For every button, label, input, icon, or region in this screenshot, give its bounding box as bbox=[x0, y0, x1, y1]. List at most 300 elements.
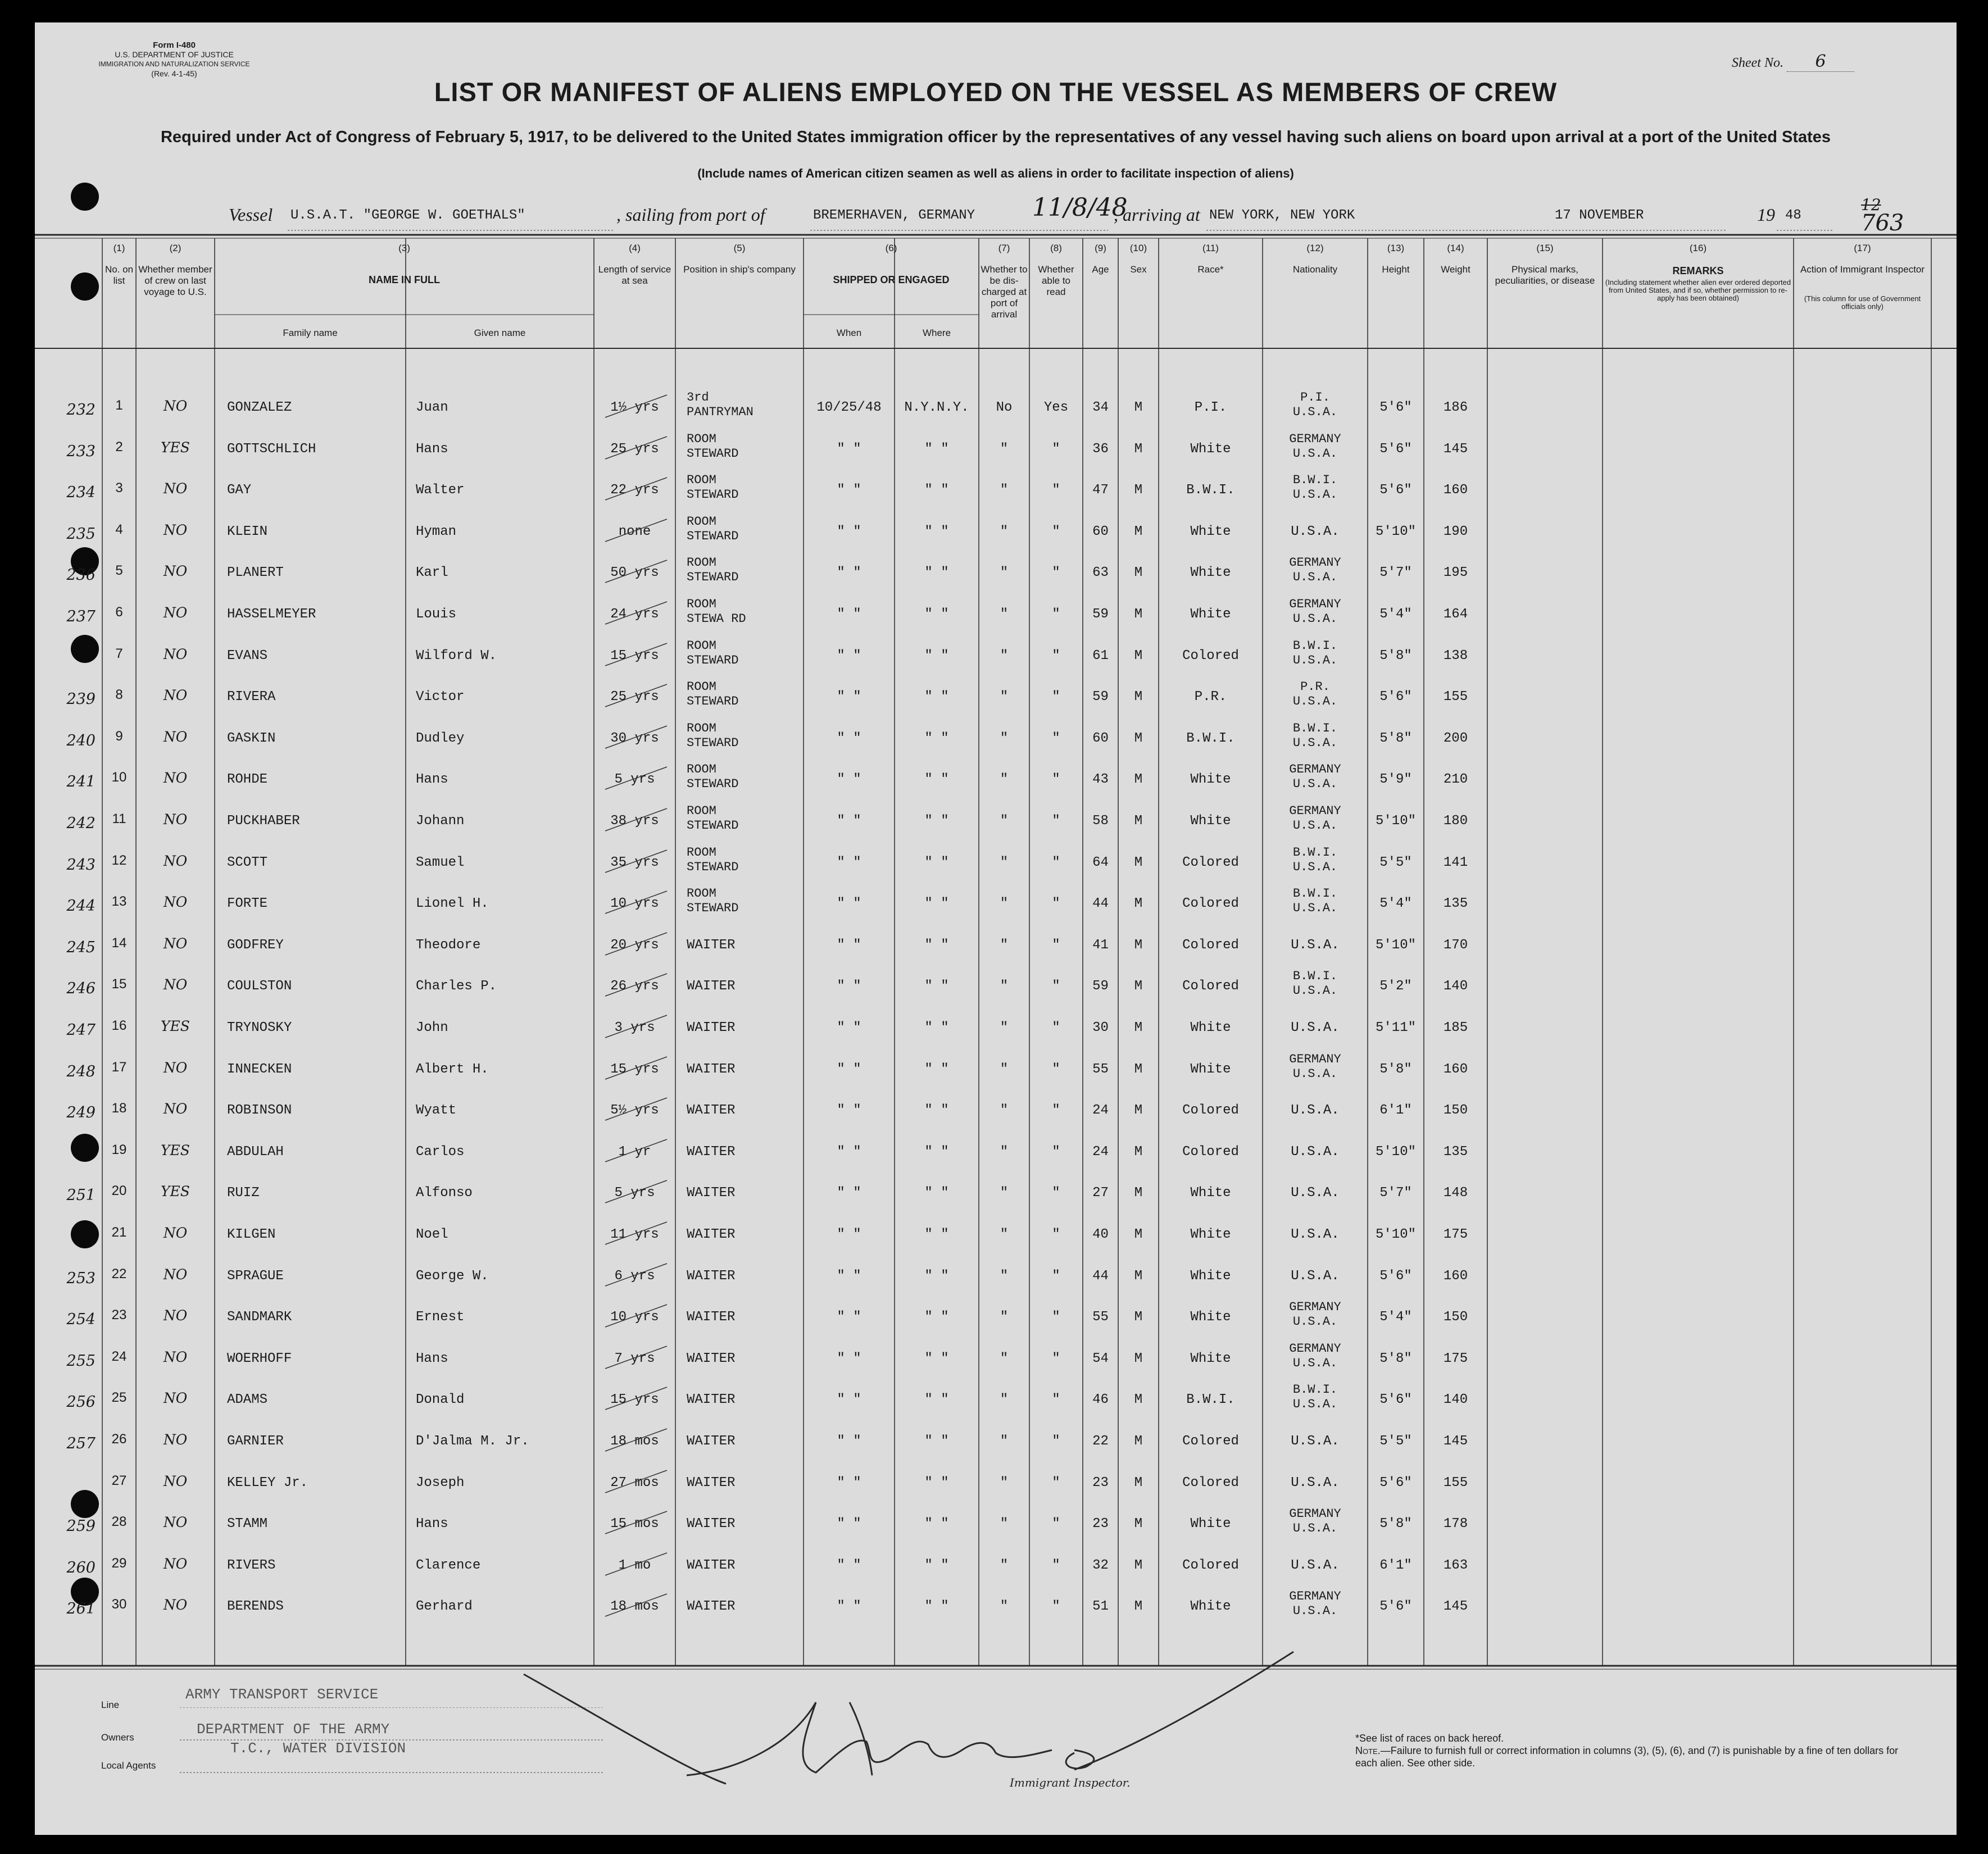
footer-note bbox=[1355, 1732, 1917, 1769]
strike-line bbox=[605, 1346, 667, 1369]
family-name: SANDMARK bbox=[227, 1310, 292, 1325]
strike-line bbox=[605, 602, 667, 624]
discharged: " bbox=[1000, 1351, 1009, 1366]
nationality-line-2: U.S.A. bbox=[1292, 735, 1338, 750]
owners-label: Owners bbox=[101, 1732, 134, 1743]
strike-line bbox=[605, 891, 667, 914]
given-name: John bbox=[416, 1020, 448, 1035]
weight: 175 bbox=[1443, 1227, 1468, 1242]
length-of-service: 1 yr bbox=[618, 1144, 651, 1160]
position: WAITER bbox=[687, 937, 736, 953]
nationality: U.S.A. bbox=[1291, 1557, 1340, 1573]
service-strike-mark bbox=[602, 806, 670, 834]
shipped-where: " " bbox=[924, 1185, 949, 1201]
weight: 135 bbox=[1443, 896, 1468, 912]
sequence-number: 240 bbox=[66, 731, 96, 749]
position-line-1: ROOM bbox=[687, 514, 716, 529]
last-voyage: NO bbox=[163, 1514, 188, 1531]
table-row bbox=[35, 1463, 1957, 1505]
shipped-where: " " bbox=[924, 1020, 949, 1035]
strike-line bbox=[605, 1180, 667, 1203]
weight: 210 bbox=[1443, 772, 1468, 788]
age: 22 bbox=[1092, 1434, 1109, 1449]
family-name: BERENDS bbox=[227, 1599, 284, 1615]
length-of-service: 18 mos bbox=[610, 1599, 659, 1615]
nationality-line-2: U.S.A. bbox=[1292, 1066, 1338, 1081]
row-number: 26 bbox=[111, 1432, 127, 1447]
nationality-line-2: U.S.A. bbox=[1292, 901, 1338, 916]
height: 5'4" bbox=[1379, 896, 1412, 912]
given-name: Alfonso bbox=[416, 1185, 473, 1201]
weight: 141 bbox=[1443, 855, 1468, 870]
last-voyage: NO bbox=[163, 398, 188, 414]
given-name: Joseph bbox=[416, 1475, 465, 1491]
shipped-where: " " bbox=[924, 730, 949, 746]
position: WAITER bbox=[687, 1144, 736, 1160]
able-to-read: " bbox=[1052, 814, 1060, 829]
sequence-number: 232 bbox=[66, 401, 96, 419]
table-row bbox=[35, 843, 1957, 884]
nationality: U.S.A. bbox=[1291, 1227, 1340, 1242]
race: White bbox=[1190, 1268, 1231, 1284]
position: WAITER bbox=[687, 1268, 736, 1284]
row-number: 21 bbox=[111, 1225, 127, 1240]
given-name: Karl bbox=[416, 565, 448, 581]
table-row bbox=[35, 1587, 1957, 1628]
sequence-number: 261 bbox=[66, 1600, 96, 1618]
column-number: (1) bbox=[113, 243, 125, 253]
given-name: Walter bbox=[416, 483, 465, 498]
handwritten-date: 11/8/48 bbox=[1032, 193, 1128, 222]
weight: 195 bbox=[1443, 565, 1468, 581]
height: 5'10" bbox=[1375, 1227, 1416, 1242]
height: 5'6" bbox=[1379, 483, 1412, 498]
shipped-when: " " bbox=[837, 730, 861, 746]
length-of-service: 3 yrs bbox=[614, 1020, 655, 1035]
strike-line bbox=[605, 1429, 667, 1451]
sex: M bbox=[1134, 648, 1143, 664]
sex: M bbox=[1134, 1392, 1143, 1408]
last-voyage: NO bbox=[163, 521, 188, 538]
age: 24 bbox=[1092, 1103, 1109, 1119]
service-strike-mark bbox=[602, 1426, 670, 1454]
manifest-sheet bbox=[35, 22, 1957, 1835]
length-of-service: 10 yrs bbox=[610, 896, 659, 912]
race: Colored bbox=[1182, 1557, 1239, 1573]
service-strike-mark bbox=[602, 392, 670, 420]
sex: M bbox=[1134, 400, 1143, 415]
position-line-1: ROOM bbox=[687, 845, 716, 860]
sheet-number-value: 6 bbox=[1787, 52, 1854, 72]
given-name: Noel bbox=[416, 1227, 448, 1242]
length-of-service: 7 yrs bbox=[614, 1351, 655, 1366]
length-of-service: 15 yrs bbox=[610, 1392, 659, 1408]
column-number: (16) bbox=[1689, 243, 1707, 253]
strike-line bbox=[605, 1387, 667, 1410]
service-strike-mark bbox=[602, 1054, 670, 1082]
weight: 145 bbox=[1443, 441, 1468, 457]
height: 5'2" bbox=[1379, 979, 1412, 994]
nationality-line-1: GERMANY bbox=[1289, 1052, 1341, 1066]
shipped-where: " " bbox=[924, 689, 949, 705]
row-number: 22 bbox=[111, 1266, 127, 1282]
height: 6'1" bbox=[1379, 1103, 1412, 1119]
weight: 178 bbox=[1443, 1516, 1468, 1532]
form-rev: (Rev. 4-1-45) bbox=[151, 69, 197, 78]
family-name: PLANERT bbox=[227, 565, 284, 581]
shipped-where: " " bbox=[924, 441, 949, 457]
discharged: " bbox=[1000, 1103, 1009, 1119]
position: WAITER bbox=[687, 1475, 736, 1491]
column-label: Height bbox=[1382, 264, 1410, 275]
shipped-when: " " bbox=[837, 814, 861, 829]
shipped-where: " " bbox=[924, 1557, 949, 1573]
nationality-line-2: U.S.A. bbox=[1292, 777, 1338, 792]
shipped-when: " " bbox=[837, 1268, 861, 1284]
given-name: Lionel H. bbox=[416, 896, 489, 912]
height: 5'8" bbox=[1379, 648, 1412, 664]
sex: M bbox=[1134, 1020, 1143, 1035]
position-line-1: ROOM bbox=[687, 680, 716, 694]
column-label: Sex bbox=[1130, 264, 1147, 275]
vessel-value: U.S.A.T. "GEORGE W. GOETHALS" bbox=[291, 208, 525, 223]
able-to-read: " bbox=[1052, 1392, 1060, 1408]
able-to-read: " bbox=[1052, 1103, 1060, 1119]
age: 60 bbox=[1092, 730, 1109, 746]
height: 5'6" bbox=[1379, 441, 1412, 457]
sequence-number: 245 bbox=[66, 938, 96, 956]
race: P.I. bbox=[1194, 400, 1227, 415]
age: 58 bbox=[1092, 814, 1109, 829]
row-number: 15 bbox=[111, 976, 127, 992]
given-name: Hans bbox=[416, 1516, 448, 1532]
discharged: " bbox=[1000, 1392, 1009, 1408]
position-line-2: STEWARD bbox=[687, 735, 739, 750]
weight: 186 bbox=[1443, 400, 1468, 415]
service-strike-mark bbox=[602, 723, 670, 751]
last-voyage: NO bbox=[163, 976, 188, 993]
weight: 155 bbox=[1443, 689, 1468, 705]
sex: M bbox=[1134, 689, 1143, 705]
discharged: " bbox=[1000, 1144, 1009, 1160]
shipped-when: " " bbox=[837, 1061, 861, 1077]
shipped-where: " " bbox=[924, 1599, 949, 1615]
row-number: 13 bbox=[111, 894, 127, 910]
column-label: Action of Immigrant Inspector bbox=[1800, 264, 1925, 275]
shipped-when: " " bbox=[837, 441, 861, 457]
sex: M bbox=[1134, 565, 1143, 581]
able-to-read: " bbox=[1052, 1475, 1060, 1491]
discharged: " bbox=[1000, 689, 1009, 705]
nationality-line-2: U.S.A. bbox=[1292, 612, 1338, 626]
age: 46 bbox=[1092, 1392, 1109, 1408]
able-to-read: " bbox=[1052, 648, 1060, 664]
able-to-read: " bbox=[1052, 1020, 1060, 1035]
shipped-when: " " bbox=[837, 1144, 861, 1160]
family-name: TRYNOSKY bbox=[227, 1020, 292, 1035]
column-number: (10) bbox=[1129, 243, 1147, 253]
length-of-service: 15 mos bbox=[610, 1516, 659, 1532]
row-number: 27 bbox=[111, 1473, 127, 1488]
position-line-1: ROOM bbox=[687, 804, 716, 818]
row-number: 8 bbox=[115, 687, 123, 703]
age: 36 bbox=[1092, 441, 1109, 457]
position-line-2: STEWARD bbox=[687, 901, 739, 916]
nationality-line-2: U.S.A. bbox=[1292, 570, 1338, 585]
row-number: 30 bbox=[111, 1597, 127, 1612]
race: Colored bbox=[1182, 1103, 1239, 1119]
nationality-line-1: GERMANY bbox=[1289, 1341, 1341, 1356]
able-to-read: " bbox=[1052, 1185, 1060, 1201]
nationality-line-1: B.W.I. bbox=[1292, 887, 1338, 901]
service-strike-mark bbox=[602, 1012, 670, 1040]
length-of-service: 30 yrs bbox=[610, 730, 659, 746]
discharged: " bbox=[1000, 607, 1009, 622]
length-of-service: 11 yrs bbox=[610, 1227, 659, 1242]
position-line-1: ROOM bbox=[687, 887, 716, 901]
line-value: ARMY TRANSPORT SERVICE bbox=[185, 1686, 379, 1703]
nationality: U.S.A. bbox=[1291, 1434, 1340, 1449]
nationality-line-1: GERMANY bbox=[1289, 1507, 1341, 1521]
shipped-where: " " bbox=[924, 855, 949, 870]
age: 51 bbox=[1092, 1599, 1109, 1615]
height: 5'7" bbox=[1379, 1185, 1412, 1201]
last-voyage: NO bbox=[163, 852, 188, 869]
service-strike-mark bbox=[602, 475, 670, 503]
given-name: Hans bbox=[416, 772, 448, 788]
page-subtitle: Required under Act of Congress of February 5, 1917, to be delivered to the United States immigration officer by the representatives of any vessel having such aliens on board upon arrival at a port of the United States bbox=[160, 128, 1831, 146]
family-name: GAY bbox=[227, 483, 252, 498]
discharged: " bbox=[1000, 1516, 1009, 1532]
weight: 150 bbox=[1443, 1310, 1468, 1325]
discharged: " bbox=[1000, 1557, 1009, 1573]
row-number: 10 bbox=[111, 770, 127, 785]
nationality-line-1: P.I. bbox=[1300, 390, 1330, 405]
nationality: U.S.A. bbox=[1291, 1103, 1340, 1119]
column-number: (12) bbox=[1306, 243, 1324, 253]
table-row bbox=[35, 760, 1957, 801]
column-label: No. on list bbox=[105, 264, 134, 286]
race: Colored bbox=[1182, 1144, 1239, 1160]
position: WAITER bbox=[687, 1392, 736, 1408]
include-note: (Include names of American citizen seamen as well as aliens in order to facilitate inspection of aliens) bbox=[697, 166, 1294, 180]
weight: 185 bbox=[1443, 1020, 1468, 1035]
service-strike-mark bbox=[602, 1137, 670, 1165]
strike-line bbox=[605, 684, 667, 707]
discharged: No bbox=[996, 400, 1013, 415]
column-label: REMARKS bbox=[1672, 265, 1724, 276]
position: WAITER bbox=[687, 1227, 736, 1242]
strike-line bbox=[605, 1305, 667, 1327]
nationality-line-2: U.S.A. bbox=[1292, 1397, 1338, 1412]
last-voyage: NO bbox=[163, 1597, 188, 1614]
position-line-1: ROOM bbox=[687, 721, 716, 735]
family-name: STAMM bbox=[227, 1516, 268, 1532]
position-line-2: STEWARD bbox=[687, 777, 739, 792]
service-strike-mark bbox=[602, 764, 670, 792]
sex: M bbox=[1134, 1061, 1143, 1077]
sex: M bbox=[1134, 524, 1143, 539]
height: 5'6" bbox=[1379, 1392, 1412, 1408]
race: Colored bbox=[1182, 896, 1239, 912]
family-name: GARNIER bbox=[227, 1434, 284, 1449]
shipped-when: " " bbox=[837, 896, 861, 912]
shipped-when: " " bbox=[837, 524, 861, 539]
race: White bbox=[1190, 1516, 1231, 1532]
discharged: " bbox=[1000, 730, 1009, 746]
position: WAITER bbox=[687, 1020, 736, 1035]
weight: 138 bbox=[1443, 648, 1468, 664]
length-of-service: 38 yrs bbox=[610, 814, 659, 829]
shipped-when: " " bbox=[837, 1434, 861, 1449]
race: White bbox=[1190, 1227, 1231, 1242]
sex: M bbox=[1134, 441, 1143, 457]
last-voyage: NO bbox=[163, 605, 188, 621]
last-voyage: NO bbox=[163, 1473, 188, 1489]
nationality-line-1: GERMANY bbox=[1289, 597, 1341, 611]
service-strike-mark bbox=[602, 1550, 670, 1578]
table-row bbox=[35, 1297, 1957, 1339]
row-number: 18 bbox=[111, 1101, 127, 1116]
service-strike-mark bbox=[602, 1343, 670, 1371]
discharged: " bbox=[1000, 565, 1009, 581]
nationality-line-1: GERMANY bbox=[1289, 431, 1341, 446]
nationality: U.S.A. bbox=[1291, 1020, 1340, 1035]
position-line-1: ROOM bbox=[687, 473, 716, 488]
family-name: ADAMS bbox=[227, 1392, 268, 1408]
shipped-when: " " bbox=[837, 1599, 861, 1615]
service-strike-mark bbox=[602, 930, 670, 958]
service-strike-mark bbox=[602, 640, 670, 669]
service-strike-mark bbox=[602, 1178, 670, 1206]
nationality-line-1: B.W.I. bbox=[1292, 721, 1338, 735]
nationality-line-2: U.S.A. bbox=[1292, 446, 1338, 461]
given-name: Albert H. bbox=[416, 1061, 489, 1077]
weight: 200 bbox=[1443, 730, 1468, 746]
shipped-when: " " bbox=[837, 979, 861, 994]
column-number: (9) bbox=[1095, 243, 1106, 253]
discharged: " bbox=[1000, 772, 1009, 788]
race: White bbox=[1190, 1599, 1231, 1615]
row-number: 16 bbox=[111, 1018, 127, 1033]
sequence-number: 255 bbox=[66, 1352, 96, 1370]
discharged: " bbox=[1000, 896, 1009, 912]
last-voyage: NO bbox=[163, 1266, 188, 1283]
given-name: Donald bbox=[416, 1392, 465, 1408]
weight: 164 bbox=[1443, 607, 1468, 622]
position-line-1: ROOM bbox=[687, 638, 716, 653]
column-number: (7) bbox=[998, 243, 1010, 253]
nationality: U.S.A. bbox=[1291, 524, 1340, 539]
weight: 145 bbox=[1443, 1599, 1468, 1615]
weight: 170 bbox=[1443, 937, 1468, 953]
length-of-service: 15 yrs bbox=[610, 1061, 659, 1077]
nationality-line-2: U.S.A. bbox=[1292, 1356, 1338, 1370]
nationality: U.S.A. bbox=[1291, 1475, 1340, 1491]
race: White bbox=[1190, 607, 1231, 622]
fine-note bbox=[1355, 1744, 1917, 1769]
form-number: Form I-480 bbox=[153, 40, 196, 50]
height: 5'9" bbox=[1379, 772, 1412, 788]
last-voyage: NO bbox=[163, 1390, 188, 1407]
column-number: (5) bbox=[733, 243, 746, 253]
length-of-service: 50 yrs bbox=[610, 565, 659, 581]
column-label: NAME IN FULL bbox=[369, 274, 440, 285]
position-line-1: ROOM bbox=[687, 762, 716, 777]
row-number: 20 bbox=[111, 1183, 127, 1199]
age: 30 bbox=[1092, 1020, 1109, 1035]
table-row bbox=[35, 1049, 1957, 1091]
length-of-service: 1½ yrs bbox=[610, 400, 659, 415]
age: 44 bbox=[1092, 1268, 1109, 1284]
shipped-when: " " bbox=[837, 1516, 861, 1532]
age: 64 bbox=[1092, 855, 1109, 870]
last-voyage: NO bbox=[163, 1101, 188, 1117]
sequence-number: 256 bbox=[66, 1393, 96, 1411]
row-number: 24 bbox=[111, 1348, 127, 1364]
shipped-when: " " bbox=[837, 1020, 861, 1035]
race: B.W.I. bbox=[1186, 730, 1235, 746]
age: 63 bbox=[1092, 565, 1109, 581]
row-number: 11 bbox=[112, 811, 126, 826]
able-to-read: " bbox=[1052, 1268, 1060, 1284]
discharged: " bbox=[1000, 979, 1009, 994]
age: 61 bbox=[1092, 648, 1109, 664]
column-sublabel: When bbox=[836, 328, 862, 338]
table-row bbox=[35, 1380, 1957, 1421]
weight: 160 bbox=[1443, 1268, 1468, 1284]
length-of-service: 25 yrs bbox=[610, 689, 659, 705]
able-to-read: " bbox=[1052, 1227, 1060, 1242]
sequence-number: 253 bbox=[66, 1269, 96, 1287]
race: Colored bbox=[1182, 648, 1239, 664]
length-of-service: 6 yrs bbox=[614, 1268, 655, 1284]
nationality-line-1: B.W.I. bbox=[1292, 1383, 1338, 1397]
sequence-number: 243 bbox=[66, 856, 96, 874]
strike-line bbox=[605, 395, 667, 417]
column-label: Age bbox=[1092, 264, 1109, 275]
shipped-where: " " bbox=[924, 524, 949, 539]
race: Colored bbox=[1182, 1434, 1239, 1449]
column-number: (6) bbox=[885, 243, 897, 253]
sex: M bbox=[1134, 1351, 1143, 1366]
table-row bbox=[35, 388, 1957, 429]
table-row bbox=[35, 1090, 1957, 1132]
shipped-where: " " bbox=[924, 1310, 949, 1325]
able-to-read: " bbox=[1052, 896, 1060, 912]
column-number: (14) bbox=[1447, 243, 1464, 253]
nationality: U.S.A. bbox=[1291, 937, 1340, 953]
column-label: Race* bbox=[1197, 264, 1224, 275]
nationality-line-2: U.S.A. bbox=[1292, 984, 1338, 998]
position-line-1: ROOM bbox=[687, 431, 716, 446]
position-line-1: ROOM bbox=[687, 556, 716, 570]
sequence-number: 249 bbox=[66, 1104, 96, 1122]
column-sublabel: Given name bbox=[474, 328, 526, 338]
table-row bbox=[35, 1339, 1957, 1380]
height: 5'4" bbox=[1379, 1310, 1412, 1325]
given-name: Johann bbox=[416, 814, 465, 829]
length-of-service: 22 yrs bbox=[610, 483, 659, 498]
height: 5'6" bbox=[1379, 689, 1412, 705]
sex: M bbox=[1134, 896, 1143, 912]
shipped-where: " " bbox=[924, 772, 949, 788]
table-row bbox=[35, 801, 1957, 843]
able-to-read: " bbox=[1052, 937, 1060, 953]
able-to-read: " bbox=[1052, 1351, 1060, 1366]
given-name: Carlos bbox=[416, 1144, 465, 1160]
race: White bbox=[1190, 441, 1231, 457]
